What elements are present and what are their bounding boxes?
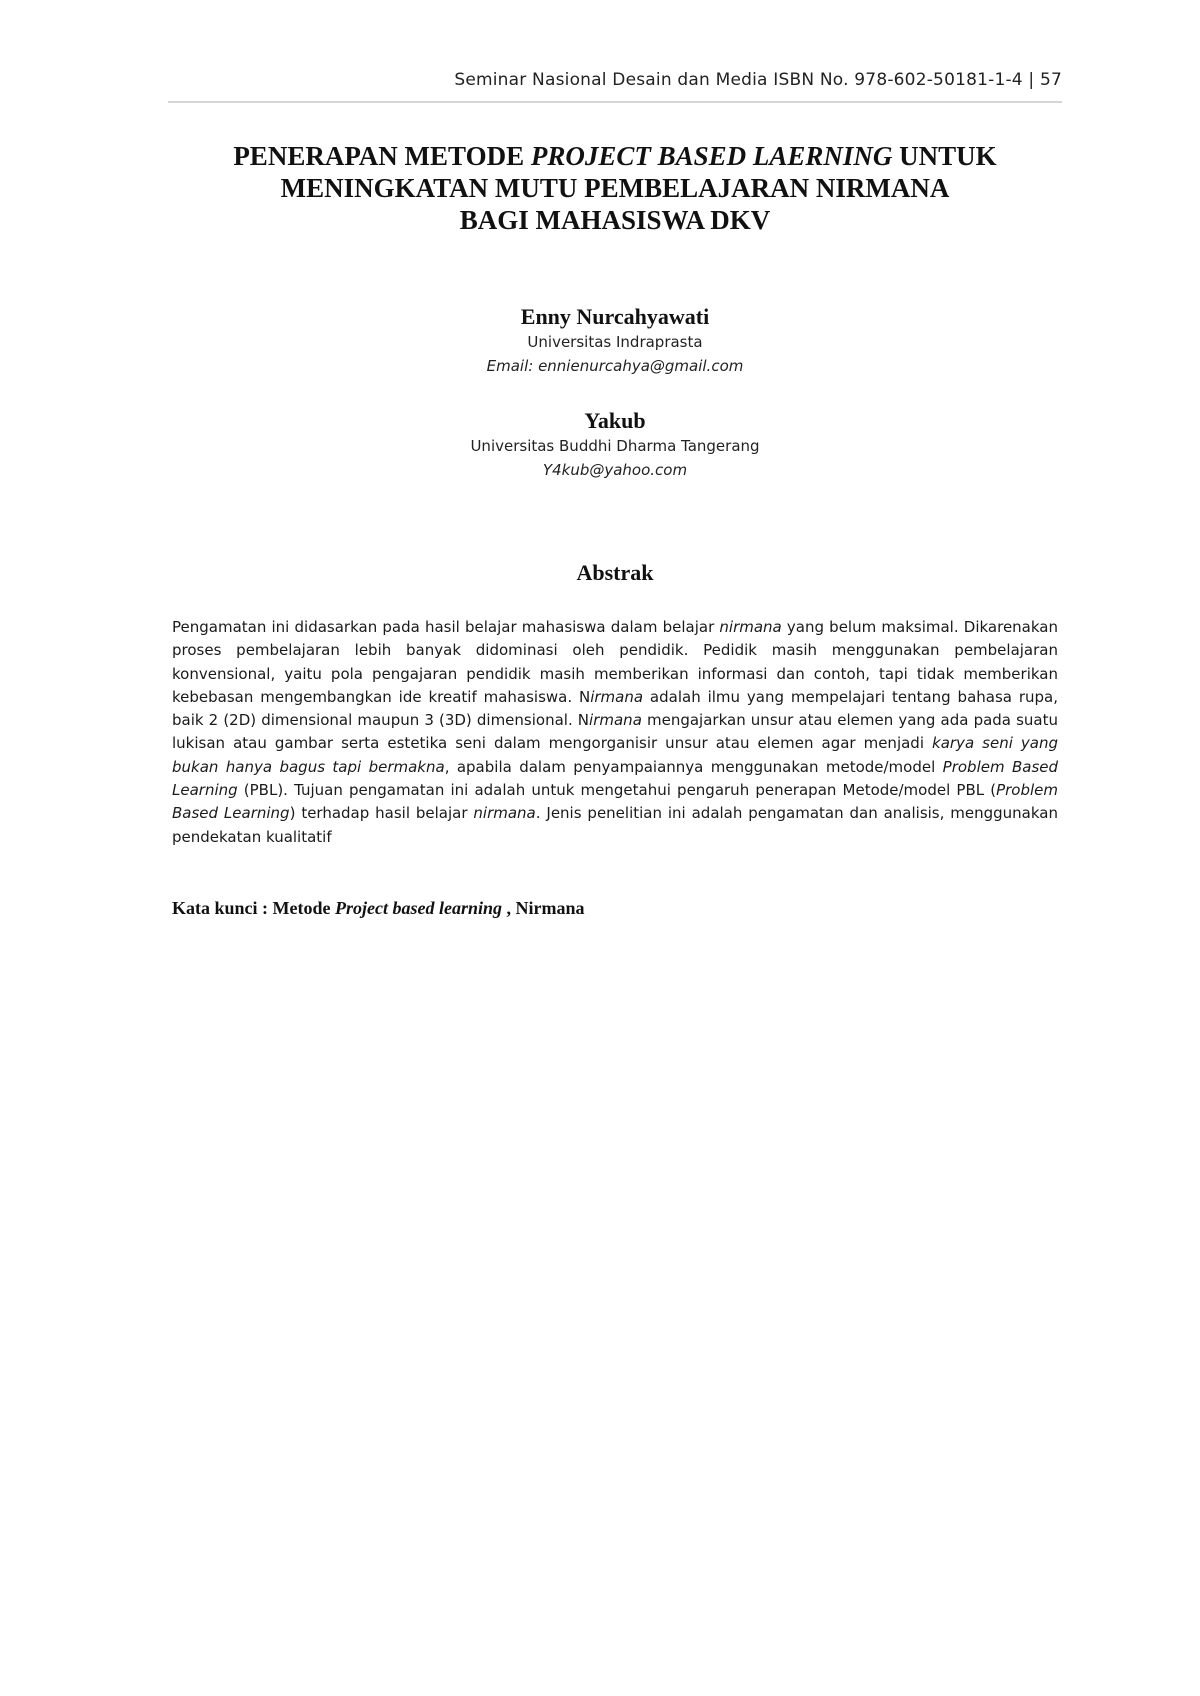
abstract-text: adalah ilmu yang mempelajari tentang bahasa rupa, baik 2 (2D) dimensional maupun 3 (3D) dimensional. N xyxy=(172,687,1059,730)
abstract-text: ) terhadap hasil belajar xyxy=(289,804,474,823)
title-line-1-italic: PROJECT BASED LAERNING xyxy=(530,141,893,171)
author-email: Email: ennienurcahya@gmail.com xyxy=(486,357,744,375)
keywords-prefix: Kata kunci : Metode xyxy=(172,898,335,918)
abstract-italic: irmana xyxy=(589,711,642,730)
keywords-italic: Project based learning xyxy=(334,898,502,918)
abstract-text: yang belum maksimal. Dikarenakan proses pembelajaran lebih banyak didominasi oleh pendidik. Pedidik masih menggunakan pembelajaran konvensional, yaitu pola pengajaran pendidik masih memberikan informasi dan contoh, tapi tidak memberikan kebebasan mengembangkan ide kreatif mahasiswa. N xyxy=(172,618,1058,706)
title-line-2: MENINGKATAN MUTU PEMBELAJARAN NIRMANA xyxy=(280,173,950,203)
title-line-3: BAGI MAHASISWA DKV xyxy=(459,205,771,235)
running-header: Seminar Nasional Desain dan Media ISBN No. 978-602-50181-1-4 | 57 xyxy=(454,70,1062,90)
title-line-1-start: PENERAPAN METODE xyxy=(233,141,531,171)
abstract-italic: karya seni yang bukan hanya bagus tapi bermakna xyxy=(172,734,1058,776)
abstract-text: , apabila dalam penyampaiannya menggunakan metode/model xyxy=(444,757,943,776)
abstract-italic: nirmana xyxy=(473,804,536,823)
header-divider xyxy=(168,101,1062,103)
abstract-heading: Abstrak xyxy=(576,560,654,585)
abstract-italic: Problem Based Learning xyxy=(172,781,1058,823)
abstract-italic: Problem Based Learning xyxy=(172,757,1059,800)
abstract-text: . Jenis penelitian ini adalah pengamatan dan analisis, menggunakan pendekatan kualitatif xyxy=(172,804,1058,846)
abstract-text: mengajarkan unsur atau elemen yang ada pada suatu lukisan atau gambar serta estetika seni dalam mengorganisir unsur atau elemen agar menjadi xyxy=(172,711,1059,753)
abstract-text: Pengamatan ini didasarkan pada hasil belajar mahasiswa dalam belajar xyxy=(172,618,720,636)
title-line-1-end: UNTUK xyxy=(892,141,997,171)
title-line-1 xyxy=(168,140,1062,172)
paper-title xyxy=(168,140,1062,236)
author-name: Yakub xyxy=(584,408,646,433)
author-name: Enny Nurcahyawati xyxy=(520,304,710,329)
keywords-suffix: , Nirmana xyxy=(501,898,585,918)
keywords-line xyxy=(172,898,1058,919)
abstract-italic: nirmana xyxy=(719,618,782,636)
abstract-text: (PBL). Tujuan pengamatan ini adalah untuk mengetahui pengaruh penerapan Metode/model PBL ( xyxy=(237,781,997,800)
author-email: Y4kub@yahoo.com xyxy=(542,461,688,479)
author-block-1 xyxy=(168,304,1062,378)
author-affiliation: Universitas Indraprasta xyxy=(527,333,703,351)
abstract-italic: irmana xyxy=(590,687,644,706)
author-affiliation: Universitas Buddhi Dharma Tangerang xyxy=(470,437,760,455)
author-block-2 xyxy=(168,408,1062,482)
abstract-body xyxy=(172,616,1058,849)
